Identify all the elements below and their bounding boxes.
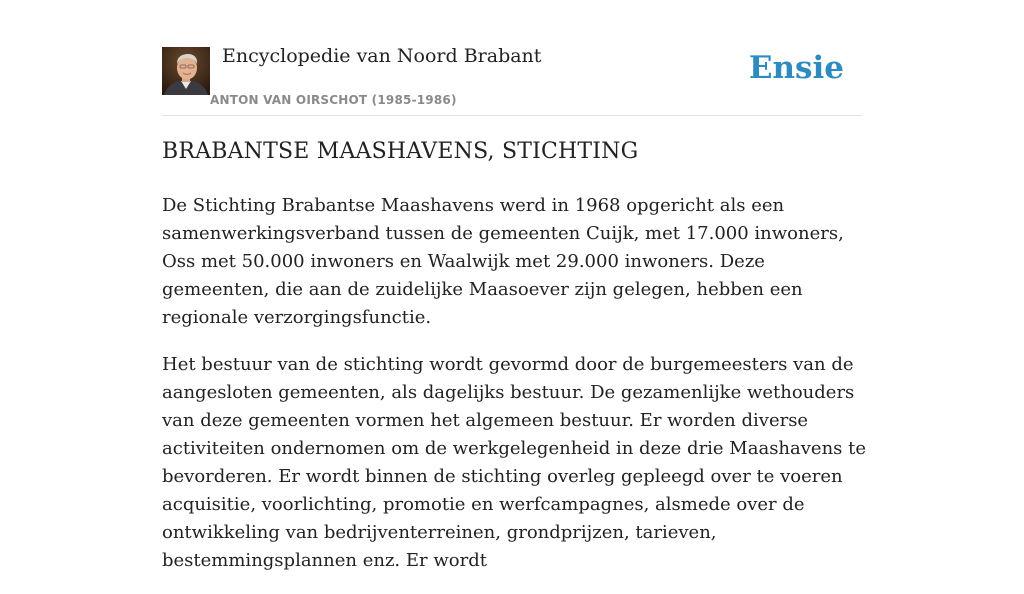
author-avatar[interactable] xyxy=(162,47,210,95)
brand-logo[interactable]: Ensie xyxy=(748,50,844,86)
author-name[interactable]: ANTON VAN OIRSCHOT (1985-1986) xyxy=(210,93,457,107)
author-portrait-icon xyxy=(162,47,210,95)
article-body xyxy=(162,192,874,594)
source-title[interactable]: Encyclopedie van Noord Brabant xyxy=(222,45,542,67)
article-paragraph: Het bestuur van de stichting wordt gevormd door de burgemeesters van de aangesloten gemeenten, als dagelijks bestuur. De gezamenlijke wethouders van deze gemeenten vormen het algemeen bestuur. Er worden diverse activiteiten ondernomen om de werkgelegenheid in deze drie Maashavens te bevorderen. Er wordt binnen de stichting overleg gepleegd over te voeren acquisitie, voorlichting, promotie en werfcampagnes, alsmede over de ontwikkeling van bedrijventerreinen, grondprijzen, tarieven, bestemmingsplannen enz. Er wordt xyxy=(162,354,867,571)
article-paragraph: De Stichting Brabantse Maashavens werd in 1968 opgericht als een samenwerkingsverband tussen de gemeenten Cuijk, met 17.000 inwoners, Oss met 50.000 inwoners en Waalwijk met 29.000 inwoners. Deze gemeenten, die aan de zuidelijke Maasoever zijn gelegen, hebben een regionale verzorgingsfunctie. xyxy=(162,195,844,328)
header xyxy=(162,0,862,116)
article-title: BRABANTSE MAASHAVENS, STICHTING xyxy=(162,139,639,164)
